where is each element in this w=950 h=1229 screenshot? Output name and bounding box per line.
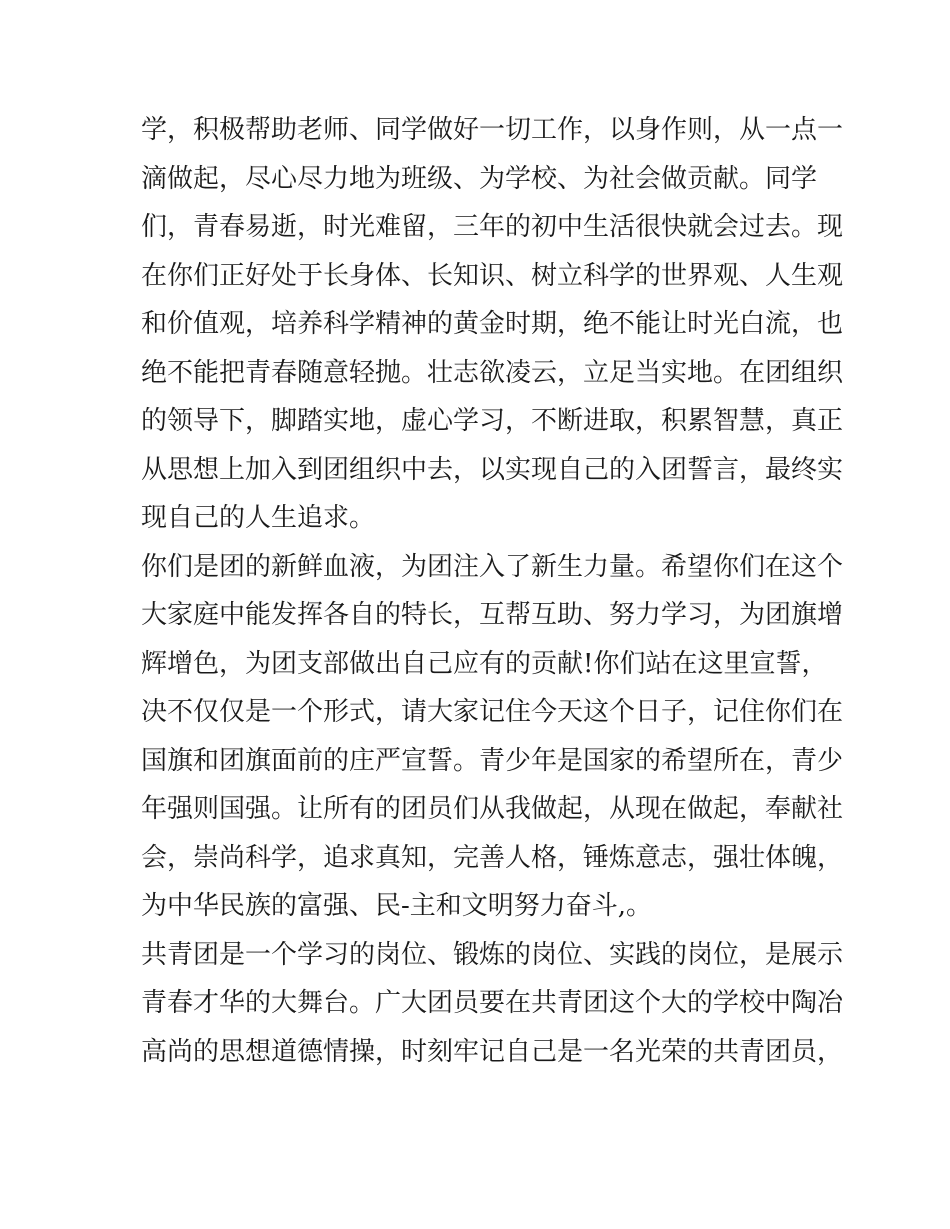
text-line: 在你们正好处于长身体、长知识、树立科学的世界观、人生观 [141,260,844,291]
text-line: 们，青春易逝，时光难留，三年的初中生活很快就会过去。现 [141,212,844,242]
text-line: 决不仅仅是一个形式，请大家记住今天这个日子，记住你们在 [141,697,844,727]
body-text [141,106,844,1076]
text-line: 共青团是一个学习的岗位、锻炼的岗位、实践的岗位，是展示 [141,939,844,970]
text-line: 国旗和团旗面前的庄严宣誓。青少年是国家的希望所在，青少 [141,745,844,776]
text-line: 年强则国强。让所有的团员们从我做起，从现在做起，奉献社 [141,794,844,824]
text-line: 高尚的思想道德情操，时刻牢记自己是一名光荣的共青团员， [141,1036,844,1067]
text-line: 你们是团的新鲜血液，为团注入了新生力量。希望你们在这个 [141,551,844,582]
text-line: 绝不能把青春随意轻抛。壮志欲凌云，立足当实地。在团组织 [141,357,844,388]
text-line: 现自己的人生追求。 [141,503,376,533]
text-line: 的领导下，脚踏实地，虚心学习，不断进取，积累智慧，真正 [141,406,844,436]
text-line: 学，积极帮助老师、同学做好一切工作，以身作则，从一点一 [141,115,844,145]
text-line: 会，崇尚科学，追求真知，完善人格，锤炼意志，强壮体魄， [141,842,844,873]
text-line: 滴做起，尽心尽力地为班级、为学校、为社会做贡献。同学 [141,163,818,194]
text-line: 辉增色，为团支部做出自己应有的贡献!你们站在这里宣誓， [141,648,828,679]
text-line: 和价值观，培养科学精神的黄金时期，绝不能让时光白流，也 [141,309,844,339]
text-line: 大家庭中能发挥各自的特长，互帮互助、努力学习，为团旗增 [141,600,844,630]
text-line: 青春才华的大舞台。广大团员要在共青团这个大的学校中陶冶 [141,988,844,1018]
text-line: 为中华民族的富强、民-主和文明努力奋斗,。 [141,891,653,921]
text-line: 从思想上加入到团组织中去，以实现自己的入团誓言，最终实 [141,454,844,485]
